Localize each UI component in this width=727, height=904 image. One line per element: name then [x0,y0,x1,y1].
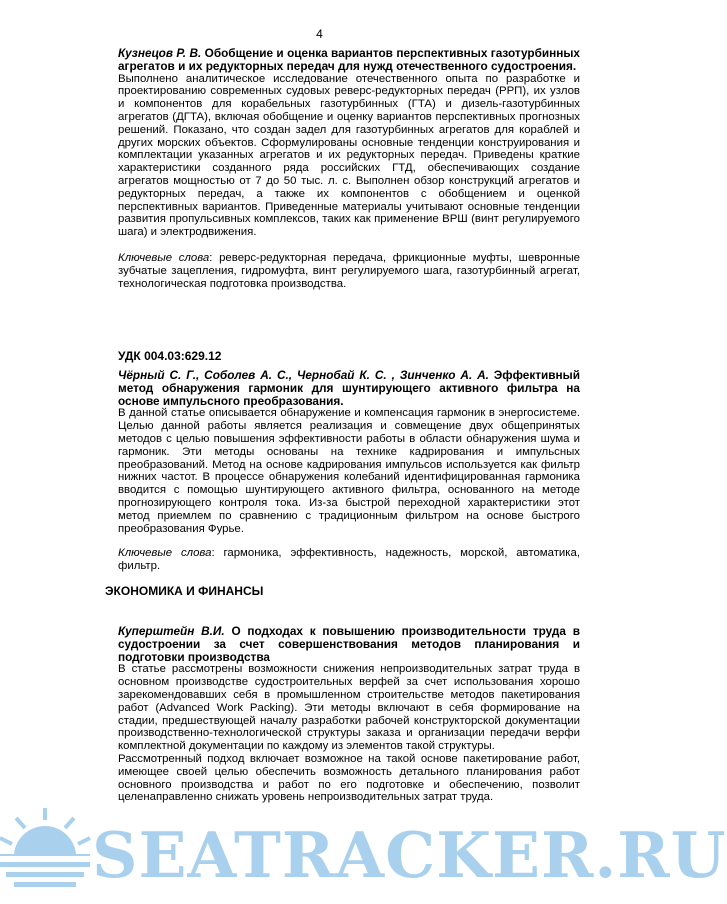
article-1-title: Обобщение и оценка вариантов перспективных газотурбинных агрегатов и их редукторных передач для нужд отечественного судостроения. [118,46,580,73]
article-1-keywords: : реверс-редукторная передача, фрикционные муфты, шевронные зубчатые зацепления, гидромуфта, винт регулируемого шага, газотурбинный агрегат, технологическая подготовка производства. [118,251,580,290]
page-number: 4 [316,27,323,41]
article-3-title: О подходах к повышению производительности труда в судостроении за счет совершенствования методов планирования и подготовки производства [118,624,580,664]
article-2 [118,369,580,573]
article-1-heading [118,47,580,73]
article-2-keywords: : гармоника, эффективность, надежность, морской, автоматика, фильтр. [118,547,581,573]
article-3-authors: Куперштейн В.И. [118,624,225,638]
article-2-abstract: В данной статье описывается обнаружение и компенсация гармоник в энергосистеме. Целью данной работы является реализация и совмещение двух общепринятых методов с целью повышения эффективности работы в области обнаружения шума и гармоник. Эти методы основаны на технике кадрирования и импульсных преобразований. Метод на основе кадрирования импульсов используется как фильтр нижних частот. В процессе обнаружения колебаний идентифицированная гармоника вводится с помощью шунтирующего активного фильтра, основанного на методе прогнозирующего контроля тока. Из-за быстрой переходной характеристики этот метод приемлем по сравнению с традиционным фильтром на основе быстрого преобразования Фурье. [118,407,580,535]
article-2-keywords-label: Ключевые слова [118,547,212,560]
article-2-authors: Чёрный С. Г., Соболев А. С., Чернобай К. С. , Зинченко А. А. [118,368,489,382]
article-1 [118,47,580,290]
article-2-title: Эффективный метод обнаружения гармоник для шунтирующего активного фильтра на основе импульсного преобразования. [118,368,580,408]
article-3 [118,625,580,804]
article-1-abstract: Выполнено аналитическое исследование отечественного опыта по разработке и проектированию современных судовых реверс-редукторных передач (РРП), их узлов и компонентов для корабельных газотурбинных (ГТА) и дизель-газотурбинных агрегатов (ДГТА), включая обобщение и оценку вариантов перспективных прогнозных решений. Показано, что создан задел для газотурбинных агрегатов для кораблей и других морских объектов. Сформулированы основные тенденции конструирования и комплектации указанных агрегатов и их редукторных передач. Приведены краткие характеристики созданного ряда российских ГТД, обеспечивающих создание агрегатов мощностью от 7 до 50 тыс. л. с. Выполнен обзор конструкций агрегатов и редукторных передач, а также их компонентов с обобщением и оценкой перспективных вариантов. Приведенные материалы учитывают основные тенденции развития пропульсивных комплексов, таких как применение ВРШ (винт регулируемого шага) и электродвижения. [118,72,580,239]
watermark-text: SEATRACKER.RU [92,818,727,892]
article-3-abstract-2: Рассмотренный подход включает возможное на такой основе пакетирование работ, имеющее своей целью обеспечить возможность детального планирования работ основного производства и работ по его подготовке и обеспечению, позволит целенаправленно снижать уровень непроизводительных затрат труда. [118,752,580,804]
udk-code: УДК 004.03:629.12 [118,349,222,363]
article-1-authors: Кузнецов Р. В. [118,46,202,60]
article-1-keywords-label: Ключевые слова [118,251,210,264]
article-2-keywords-block [118,547,580,573]
article-1-keywords-block [118,252,580,290]
section-heading: ЭКОНОМИКА И ФИНАНСЫ [105,584,264,598]
article-3-abstract: В статье рассмотрены возможности снижения непроизводительных затрат труда в основном производстве судостроительных верфей за счет использования хорошо зарекомендовавших себя в промышленном строительстве методов пакетирования работ (Advanced Work Packing). Эти методы включают в себя формирование на стадии, предшествующей началу разработки рабочей конструкторской документации производственно-технологической структуры заказа и организации передачи верфи комплектной документации по каждому из элементов такой структуры. [118,663,580,753]
article-3-heading [118,625,580,663]
article-2-heading [118,369,580,407]
